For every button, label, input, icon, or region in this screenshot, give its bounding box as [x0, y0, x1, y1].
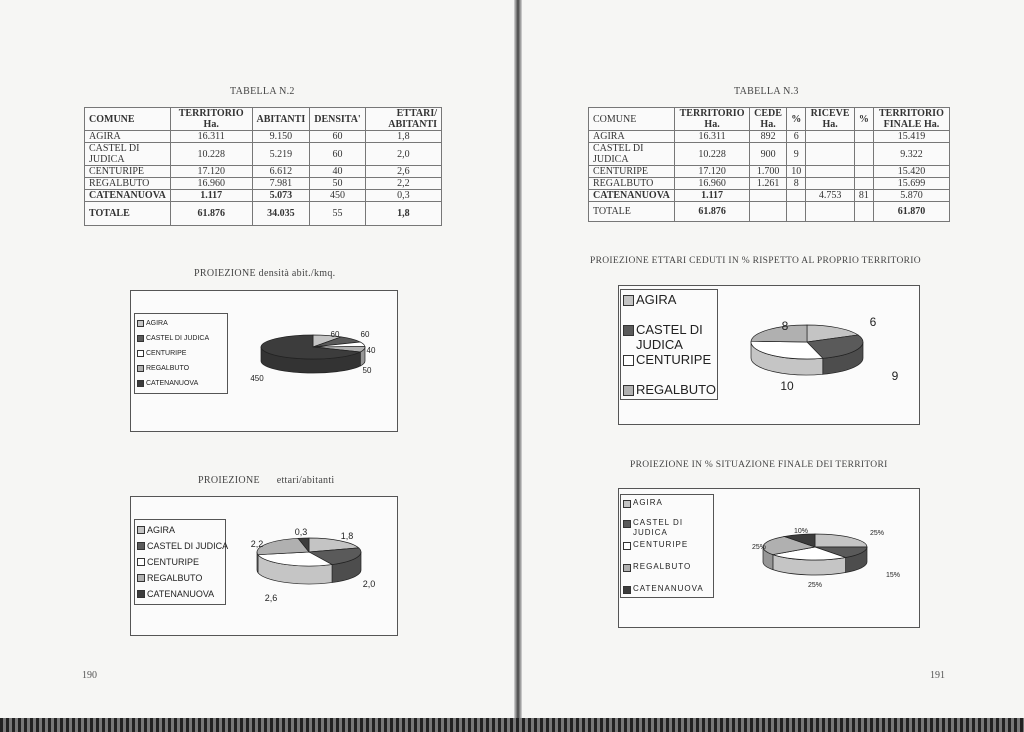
cell-territorio: 10.228 — [675, 143, 750, 166]
legend-label: AGIRA — [147, 525, 176, 535]
table-header: TERRITORIO FINALE Ha. — [873, 108, 949, 131]
cell-riceve — [806, 131, 855, 143]
pie-data-label: 60 — [360, 330, 370, 339]
cell-territorio: 1.117 — [675, 190, 750, 202]
cell-territorio: 16.960 — [170, 178, 252, 190]
table-header: CEDE Ha. — [749, 108, 786, 131]
cell-percent: 9 — [787, 143, 806, 166]
table-row — [589, 143, 950, 166]
cell-comune: CENTURIPE — [589, 166, 675, 178]
pie-data-label: 0,3 — [294, 527, 308, 537]
legend-label: CENTURIPE — [147, 557, 200, 567]
cell-cede — [749, 190, 786, 202]
page-190 — [0, 0, 515, 722]
cell-cede: 1.261 — [749, 178, 786, 190]
table-row — [589, 178, 950, 190]
chart-2-frame — [130, 496, 398, 636]
cell-riceve — [806, 178, 855, 190]
cell-densita: 55 — [310, 202, 366, 226]
chart-4-pie — [619, 489, 919, 627]
pie-data-label: 8 — [781, 319, 789, 333]
pie-slice-side — [257, 552, 258, 573]
pie-slice — [815, 534, 867, 547]
table-total-row — [589, 202, 950, 222]
legend-label: CASTEL DI JUDICA — [636, 322, 703, 352]
table-header: ETTARI/ ABITANTI — [365, 108, 441, 131]
cell-abitanti: 34.035 — [252, 202, 310, 226]
cell-percent: 8 — [787, 178, 806, 190]
page-number: 191 — [930, 670, 945, 681]
cell-densita: 40 — [310, 166, 366, 178]
cell-riceve — [806, 143, 855, 166]
table-header: TERRITORIO Ha. — [675, 108, 750, 131]
cell-percent — [854, 131, 873, 143]
cell-territorio: 61.876 — [675, 202, 750, 222]
pie-data-label: 1,8 — [340, 531, 354, 541]
cell-ettari: 2,0 — [365, 143, 441, 166]
table-2-title: TABELLA N.2 — [230, 86, 295, 97]
pie-data-label: 9 — [891, 369, 899, 383]
cell-finale: 9.322 — [873, 143, 949, 166]
cell-finale: 15.699 — [873, 178, 949, 190]
chart-1-pie — [131, 291, 397, 431]
cell-cede: 900 — [749, 143, 786, 166]
table-header: % — [787, 108, 806, 131]
table-header: COMUNE — [589, 108, 675, 131]
cell-ettari: 2,2 — [365, 178, 441, 190]
table-header: RICEVE Ha. — [806, 108, 855, 131]
legend-label: CENTURIPE — [633, 540, 689, 549]
cell-territorio: 17.120 — [675, 166, 750, 178]
legend-label: AGIRA — [633, 498, 663, 507]
cell-cede — [749, 202, 786, 222]
chart-1-caption: PROIEZIONE densità abit./kmq. — [194, 268, 336, 279]
legend-label: CENTURIPE — [636, 352, 712, 367]
chart-4-caption: PROIEZIONE IN % SITUAZIONE FINALE DEI TERRITORI — [630, 460, 888, 470]
cell-percent — [787, 202, 806, 222]
cell-finale: 15.419 — [873, 131, 949, 143]
chart-2-pie — [131, 497, 397, 635]
legend-label: CATENANUOVA — [146, 380, 199, 387]
pie-data-label: 10% — [793, 528, 809, 535]
cell-finale: 61.870 — [873, 202, 949, 222]
cell-abitanti: 5.073 — [252, 190, 310, 202]
cell-riceve: 4.753 — [806, 190, 855, 202]
legend-label: AGIRA — [636, 292, 677, 307]
cell-percent — [787, 190, 806, 202]
cell-ettari: 0,3 — [365, 190, 441, 202]
cell-densita: 50 — [310, 178, 366, 190]
pie-slice — [751, 325, 807, 342]
cell-riceve — [806, 202, 855, 222]
pie-data-label: 450 — [250, 374, 264, 383]
chart-1-frame — [130, 290, 398, 432]
legend-label: CASTEL DI JUDICA — [633, 518, 684, 537]
cell-territorio: 1.117 — [170, 190, 252, 202]
table-total-row — [85, 202, 442, 226]
cell-comune: CASTEL DI JUDICA — [85, 143, 171, 166]
cell-percent — [854, 143, 873, 166]
cell-densita: 450 — [310, 190, 366, 202]
pie-data-label: 50 — [362, 366, 372, 375]
cell-finale: 5.870 — [873, 190, 949, 202]
legend-label: CASTEL DI JUDICA — [146, 335, 210, 342]
chart-3-frame — [618, 285, 920, 425]
legend-label: CATENANUOVA — [147, 589, 215, 599]
cell-comune: AGIRA — [85, 131, 171, 143]
cell-percent: 10 — [787, 166, 806, 178]
pie-data-label: 15% — [885, 572, 901, 579]
legend-label: REGALBUTO — [147, 573, 203, 583]
cell-comune: CENTURIPE — [85, 166, 171, 178]
pie-data-label: 25% — [807, 582, 823, 589]
chart-4-frame — [618, 488, 920, 628]
pie-data-label: 2,2 — [250, 539, 264, 549]
pie-data-label: 25% — [751, 544, 767, 551]
table-2 — [84, 107, 442, 226]
cell-densita: 60 — [310, 131, 366, 143]
legend-label: AGIRA — [146, 320, 168, 327]
legend-label: REGALBUTO — [633, 562, 692, 571]
table-row — [85, 178, 442, 190]
cell-territorio: 17.120 — [170, 166, 252, 178]
cell-ettari: 1,8 — [365, 202, 441, 226]
table-row — [589, 131, 950, 143]
table-row — [85, 190, 442, 202]
cell-comune: AGIRA — [589, 131, 675, 143]
cell-territorio: 10.228 — [170, 143, 252, 166]
cell-comune: CASTEL DI JUDICA — [589, 143, 675, 166]
cell-territorio: 16.960 — [675, 178, 750, 190]
cell-territorio: 16.311 — [170, 131, 252, 143]
table-3 — [588, 107, 950, 222]
cell-percent — [854, 178, 873, 190]
chart-2-caption-a: PROIEZIONE — [198, 475, 260, 486]
legend-label: REGALBUTO — [636, 382, 716, 397]
table-row — [85, 143, 442, 166]
cell-comune: CATENANUOVA — [85, 190, 171, 202]
cell-comune: TOTALE — [85, 202, 171, 226]
pie-data-label: 25% — [869, 530, 885, 537]
table-row — [589, 190, 950, 202]
cell-percent: 6 — [787, 131, 806, 143]
pie-data-label: 2,0 — [362, 579, 376, 589]
cell-densita: 60 — [310, 143, 366, 166]
cell-territorio: 16.311 — [675, 131, 750, 143]
table-header: TERRITORIO Ha. — [170, 108, 252, 131]
cell-ettari: 1,8 — [365, 131, 441, 143]
pie-data-label: 40 — [366, 346, 376, 355]
legend-label: REGALBUTO — [146, 365, 190, 372]
table-header: ABITANTI — [252, 108, 310, 131]
table-row — [85, 131, 442, 143]
cell-ettari: 2,6 — [365, 166, 441, 178]
cell-comune: REGALBUTO — [85, 178, 171, 190]
table-3-title: TABELLA N.3 — [734, 86, 799, 97]
chart-2-caption — [198, 475, 335, 486]
chart-3-pie — [619, 286, 919, 424]
cell-abitanti: 6.612 — [252, 166, 310, 178]
cell-abitanti: 9.150 — [252, 131, 310, 143]
cell-comune: REGALBUTO — [589, 178, 675, 190]
cell-cede: 1.700 — [749, 166, 786, 178]
cell-comune: TOTALE — [589, 202, 675, 222]
table-row — [85, 166, 442, 178]
legend-label: CATENANUOVA — [633, 584, 704, 593]
legend-label: CASTEL DI JUDICA — [147, 541, 229, 551]
table-row — [589, 166, 950, 178]
cell-abitanti: 5.219 — [252, 143, 310, 166]
scan-edge — [0, 718, 1024, 732]
book-gutter — [514, 0, 522, 732]
cell-riceve — [806, 166, 855, 178]
legend-label: CENTURIPE — [146, 350, 187, 357]
cell-percent — [854, 166, 873, 178]
cell-cede: 892 — [749, 131, 786, 143]
pie-data-label: 60 — [330, 330, 340, 339]
chart-3-caption: PROIEZIONE ETTARI CEDUTI IN % RISPETTO AL PROPRIO TERRITORIO — [590, 256, 921, 266]
page-191 — [522, 0, 1024, 722]
page-number: 190 — [82, 670, 97, 681]
table-header: COMUNE — [85, 108, 171, 131]
pie-data-label: 6 — [869, 315, 877, 329]
pie-data-label: 2,6 — [264, 593, 278, 603]
cell-comune: CATENANUOVA — [589, 190, 675, 202]
cell-abitanti: 7.981 — [252, 178, 310, 190]
pie-data-label: 10 — [780, 379, 794, 393]
cell-territorio: 61.876 — [170, 202, 252, 226]
table-header: DENSITA' — [310, 108, 366, 131]
cell-percent — [854, 202, 873, 222]
cell-percent: 81 — [854, 190, 873, 202]
table-header: % — [854, 108, 873, 131]
cell-finale: 15.420 — [873, 166, 949, 178]
chart-2-caption-b: ettari/abitanti — [276, 475, 335, 486]
